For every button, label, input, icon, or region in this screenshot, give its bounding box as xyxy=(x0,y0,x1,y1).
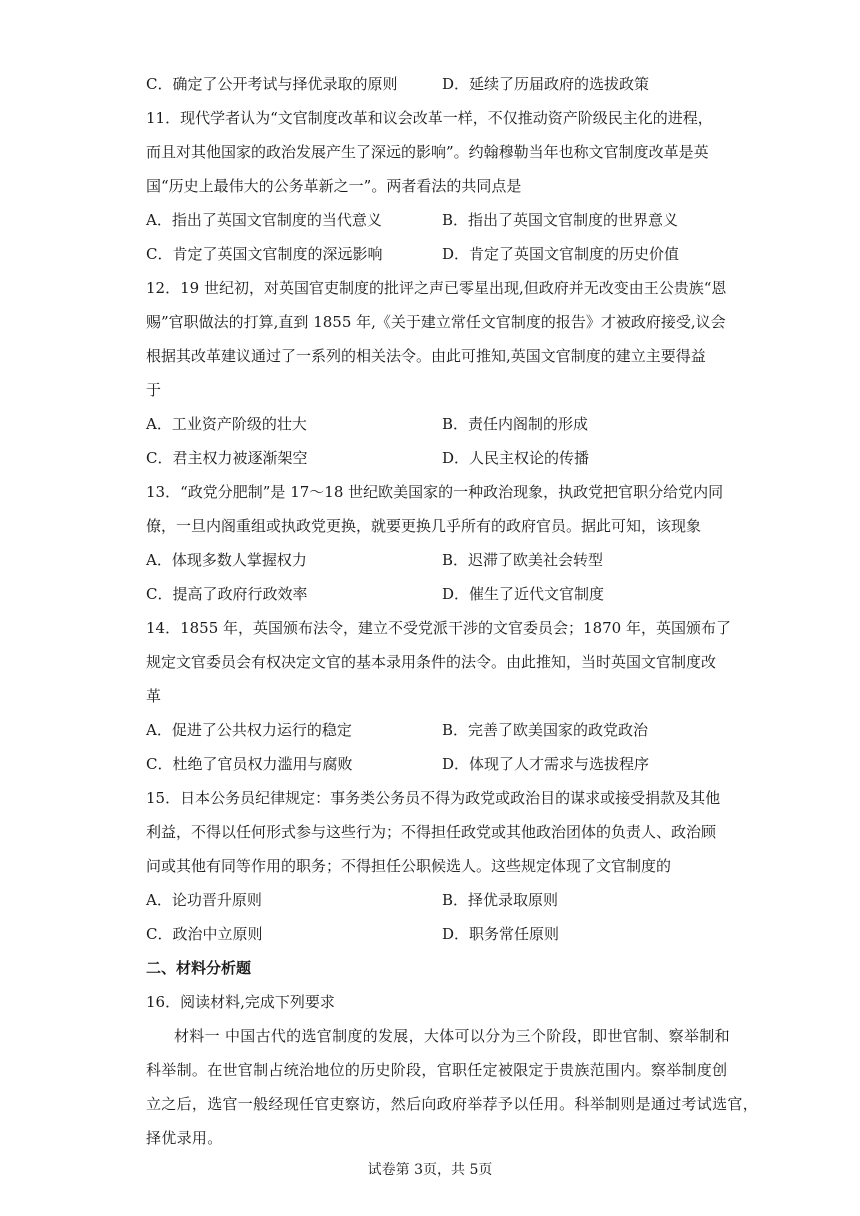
q14-stem-line-3: 革 xyxy=(146,687,162,705)
q15-stem-line-3: 问或其他有同等作用的职务；不得担任公职候选人。这些规定体现了文官制度的 xyxy=(146,857,672,875)
q11-option-a: A．指出了英国文官制度的当代意义 xyxy=(146,211,382,229)
q12-option-c: C．君主权力被逐渐架空 xyxy=(146,449,308,467)
q13-option-b: B．迟滞了欧美社会转型 xyxy=(442,551,604,569)
section-heading: 二、材料分析题 xyxy=(146,959,252,977)
q11-option-c: C．肯定了英国文官制度的深远影响 xyxy=(146,245,383,263)
q16-material-line-4: 择优录用。 xyxy=(146,1129,223,1147)
q12-option-d: D．人民主权论的传播 xyxy=(442,449,590,467)
q14-stem-line-1: 14．1855 年，英国颁布法令，建立不受党派干涉的文官委员会；1870 年，英国颁布了 xyxy=(146,619,731,637)
q13-stem-line-1: 13．“政党分肥制”是 17～18 世纪欧美国家的一种政治现象，执政党把官职分给党内同 xyxy=(146,483,724,501)
q15-option-b: B．择优录取原则 xyxy=(442,891,559,909)
q10-option-c: C．确定了公开考试与择优录取的原则 xyxy=(146,75,398,93)
q11-stem-line-2: 而且对其他国家的政治发展产生了深远的影响”。约翰穆勒当年也称文官制度改革是英 xyxy=(146,143,709,161)
q12-option-b: B．责任内阁制的形成 xyxy=(442,415,589,433)
q16-material-line-1: 材料一 中国古代的选官制度的发展，大体可以分为三个阶段，即世官制、察举制和 xyxy=(174,1027,730,1045)
q12-option-a: A．工业资产阶级的壮大 xyxy=(146,415,307,433)
q15-option-d: D．职务常任原则 xyxy=(442,925,560,943)
q11-option-d: D．肯定了英国文官制度的历史价值 xyxy=(442,245,680,263)
q12-stem-line-1: 12．19 世纪初，对英国官吏制度的批评之声已零星出现,但政府并无改变由王公贵族“恩 xyxy=(146,279,727,297)
q12-stem-line-3: 根据其改革建议通过了一系列的相关法令。由此可推知,英国文官制度的建立主要得益 xyxy=(146,347,706,365)
q12-stem-line-4: 于 xyxy=(146,381,162,399)
q16-material-line-2: 科举制。在世官制占统治地位的历史阶段，官职任定被限定于贵族范围内。察举制度创 xyxy=(146,1061,728,1079)
q14-option-a: A．促进了公共权力运行的稳定 xyxy=(146,721,352,739)
q14-option-b: B．完善了欧美国家的政党政治 xyxy=(442,721,649,739)
q14-option-c: C．杜绝了官员权力滥用与腐败 xyxy=(146,755,353,773)
q11-stem-line-3: 国“历史上最伟大的公务革新之一”。两者看法的共同点是 xyxy=(146,177,522,195)
q15-stem-line-2: 利益，不得以任何形式参与这些行为；不得担任政党或其他政治团体的负责人、政治顾 xyxy=(146,823,717,841)
q16-material-line-3: 立之后，选官一般经现任官吏察访，然后向政府举荐予以任用。科举制则是通过考试选官， xyxy=(146,1095,759,1113)
q12-stem-line-2: 赐”官职做法的打算,直到 1855 年,《关于建立常任文官制度的报告》才被政府接受,议会 xyxy=(146,313,726,331)
q13-option-c: C．提高了政府行政效率 xyxy=(146,585,308,603)
q13-option-a: A．体现多数人掌握权力 xyxy=(146,551,307,569)
q15-stem-line-1: 15．日本公务员纪律规定：事务类公务员不得为政党或政治目的谋求或接受捐款及其他 xyxy=(146,789,721,807)
q14-option-d: D．体现了人才需求与选拔程序 xyxy=(442,755,650,773)
q14-stem-line-2: 规定文官委员会有权决定文官的基本录用条件的法令。由此推知，当时英国文官制度改 xyxy=(146,653,717,671)
q16-prompt: 16．阅读材料,完成下列要求 xyxy=(146,993,335,1011)
page-footer: 试卷第 3页，共 5页 xyxy=(367,1162,493,1178)
q10-option-d: D．延续了历届政府的选拔政策 xyxy=(442,75,650,93)
q13-stem-line-2: 僚，一旦内阁重组或执政党更换，就要更换几乎所有的政府官员。据此可知，该现象 xyxy=(146,517,702,535)
q11-option-b: B．指出了英国文官制度的世界意义 xyxy=(442,211,679,229)
q15-option-a: A．论功晋升原则 xyxy=(146,891,262,909)
q15-option-c: C．政治中立原则 xyxy=(146,925,263,943)
q11-stem-line-1: 11．现代学者认为“文官制度改革和议会改革一样，不仅推动资产阶级民主化的进程， xyxy=(146,109,713,127)
q13-option-d: D．催生了近代文官制度 xyxy=(442,585,605,603)
